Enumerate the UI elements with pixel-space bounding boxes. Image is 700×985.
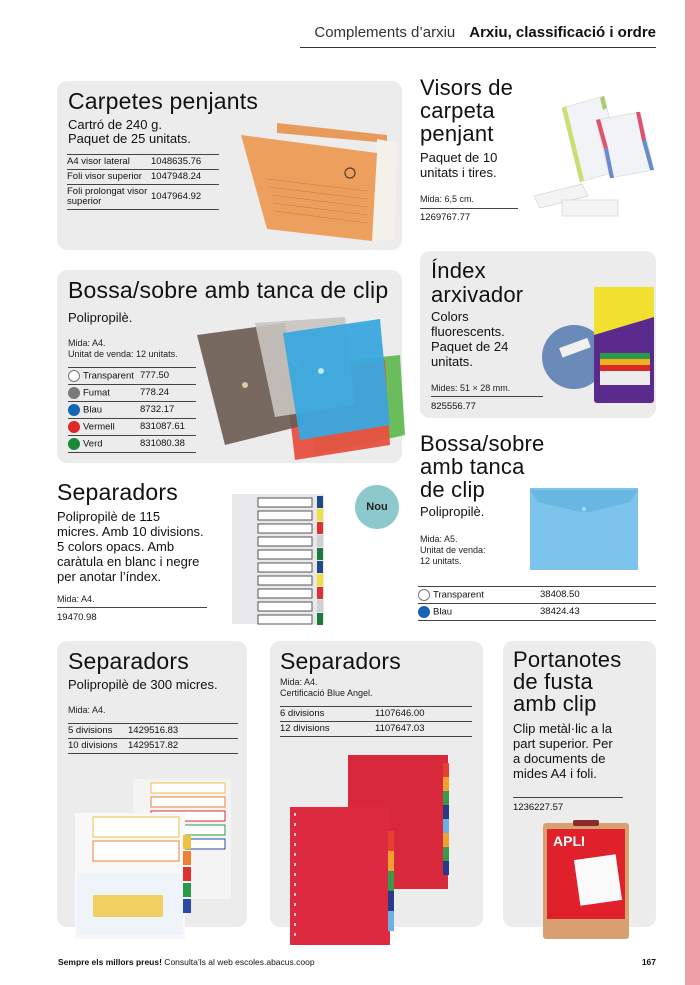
category-label: Arxiu, classificació i ordre: [469, 24, 656, 41]
product-desc: [57, 509, 204, 584]
desc-line: Colors: [431, 309, 469, 324]
table-row: [280, 707, 472, 722]
product-title: [513, 649, 621, 715]
row-label: Transparent: [83, 370, 134, 382]
product-desc: Polipropilè.: [420, 504, 485, 519]
product-card-separadors-blue-angel: [270, 641, 483, 927]
reference-table: [280, 706, 472, 737]
table-row: [68, 402, 196, 419]
reference-table: [68, 723, 238, 754]
product-card-separadors-300: [57, 641, 247, 927]
row-label-cell: [68, 436, 140, 453]
row-label: 12 divisions: [280, 722, 375, 737]
row-code: 778.24: [140, 385, 196, 402]
row-code: 1107646.00: [375, 707, 472, 722]
desc-line: per anotar l’índex.: [57, 569, 162, 584]
title-line: de clip: [420, 477, 485, 502]
unit-label: 12 unitats.: [420, 556, 462, 566]
title-line: penjant: [420, 121, 494, 146]
new-badge: Nou: [355, 485, 399, 529]
page-footer: [58, 957, 656, 967]
size-label: Mida: A4.: [68, 705, 106, 715]
row-code: 1048635.76: [151, 155, 219, 170]
size-label: Mida: A5.: [420, 534, 458, 544]
product-desc: Paquet de 25 unitats.: [68, 131, 191, 146]
desc-line: Paquet de 24: [431, 339, 509, 354]
row-code: 831080.38: [140, 436, 196, 453]
product-separadors-115: [57, 480, 357, 630]
divider: [420, 208, 518, 209]
clipboard-label: [547, 829, 625, 919]
product-card-bossa-a4: [57, 270, 402, 463]
table-row: [418, 587, 656, 604]
product-desc: [420, 150, 497, 180]
title-line: de fusta: [513, 669, 593, 694]
post-it-index-image: [538, 283, 656, 405]
product-card-portanotes: [503, 641, 656, 927]
divider: [513, 797, 623, 798]
product-code: 1269767.77: [420, 212, 471, 223]
desc-line: unitats i tires.: [420, 165, 497, 180]
size-label: Mida: 6,5 cm.: [420, 194, 475, 204]
product-code: 1236227.57: [513, 802, 564, 813]
row-code: 8732.17: [140, 402, 196, 419]
title-line: amb tanca: [420, 454, 525, 479]
folder-tabs-image: [532, 90, 672, 220]
apli-logo: APLI: [553, 833, 585, 849]
table-row: [67, 185, 219, 210]
row-code: 1047948.24: [151, 170, 219, 185]
red-cardboard-dividers-image: [288, 751, 458, 947]
desc-line: micres. Amb 10 divisions.: [57, 524, 204, 539]
page-edge-tab: [685, 0, 700, 985]
table-row: [280, 722, 472, 737]
row-label-cell: [68, 385, 140, 402]
size-label: Mides: 51 × 28 mm.: [431, 383, 511, 393]
table-row: [67, 170, 219, 185]
title-line: Portanotes: [513, 647, 622, 672]
row-code: 1429517.82: [128, 739, 238, 754]
product-title: [420, 432, 545, 501]
table-row: [68, 436, 196, 453]
row-label: 10 divisions: [68, 739, 128, 754]
product-title: [420, 76, 513, 145]
size-label: Mida: A4.: [280, 677, 318, 687]
row-label: A4 visor lateral: [67, 155, 151, 170]
product-code: 825556.77: [431, 401, 476, 412]
product-card-index-arxivador: [420, 251, 656, 418]
row-code: 38408.50: [540, 587, 656, 604]
product-card-carpetes-penjants: [57, 81, 402, 250]
footer-tagline: [58, 957, 315, 967]
row-code: 1429516.83: [128, 724, 238, 739]
divider: [57, 607, 207, 608]
section-label: Complements d’arxiu: [314, 24, 456, 41]
row-label: Vermell: [83, 421, 115, 433]
row-label-cell: [68, 368, 140, 385]
page-number: 167: [641, 957, 656, 967]
page-header: [300, 24, 656, 48]
clipboard-photo: [574, 854, 622, 905]
table-row: [67, 155, 219, 170]
certification-label: Certificació Blue Angel.: [280, 688, 373, 698]
unit-label: Unitat de venda:: [420, 545, 486, 555]
size-label: Mida: A4.: [57, 594, 95, 604]
table-row: [68, 419, 196, 436]
product-bossa-a5: [420, 432, 656, 622]
desc-line: a documents de: [513, 751, 606, 766]
table-row: [68, 385, 196, 402]
product-desc: Polipropilè de 300 micres.: [68, 677, 218, 692]
product-title: [431, 259, 523, 307]
desc-line: mides A4 i foli.: [513, 766, 597, 781]
row-label: 5 divisions: [68, 724, 128, 739]
color-swatch-verd: [68, 438, 80, 450]
color-swatch-blau: [418, 606, 430, 618]
product-desc: Cartró de 240 g.: [68, 117, 162, 132]
desc-line: unitats.: [431, 354, 473, 369]
color-swatch-transparent: [418, 589, 430, 601]
footer-text: Consulta’ls al web escoles.abacus.coop: [161, 957, 315, 967]
color-swatch-vermell: [68, 421, 80, 433]
product-desc: [513, 721, 613, 781]
table-row: [68, 368, 196, 385]
product-title: Separadors: [68, 648, 189, 674]
size-label: Mida: A4.: [68, 338, 106, 348]
clipboard-clip: [573, 820, 599, 826]
desc-line: 5 colors opacs. Amb: [57, 539, 175, 554]
product-visors-carpeta: [420, 76, 670, 236]
product-title: Separadors: [280, 648, 401, 674]
product-code: 19470.98: [57, 612, 97, 623]
title-line: amb clip: [513, 691, 597, 716]
desc-line: Polipropilè de 115: [57, 509, 161, 524]
desc-line: Clip metàl·lic a la: [513, 721, 612, 736]
row-label-cell: [418, 587, 540, 604]
color-swatch-blau: [68, 404, 80, 416]
product-title: Carpetes penjants: [68, 88, 259, 114]
table-row: [68, 739, 238, 754]
hanging-folder-image: [237, 121, 397, 246]
row-code: 1047964.92: [151, 185, 219, 210]
row-label: Blau: [83, 404, 103, 416]
row-label-cell: [418, 604, 540, 621]
row-label: Foli visor superior: [67, 170, 151, 185]
pp-dividers-image: [232, 494, 328, 626]
product-desc: Polipropilè.: [68, 310, 133, 325]
desc-line: caràtula en blanc i negre: [57, 554, 200, 569]
row-label-cell: [68, 402, 140, 419]
row-label: Foli prolongat visor superior: [67, 185, 151, 210]
blue-envelope-a5-image: [530, 488, 640, 572]
row-label: Transparent: [433, 589, 484, 601]
title-line: arxivador: [431, 282, 524, 307]
row-code: 831087.61: [140, 419, 196, 436]
divider: [431, 396, 543, 397]
envelopes-image: [195, 315, 410, 460]
row-label-cell: [68, 419, 140, 436]
translucent-dividers-image: [73, 775, 233, 941]
row-label: Verd: [83, 438, 103, 450]
title-line: Visors de: [420, 75, 514, 100]
color-swatch-fumat: [68, 387, 80, 399]
product-title: Bossa/sobre amb tanca de clip: [68, 277, 389, 303]
title-line: Bossa/sobre: [420, 431, 545, 456]
table-row: [418, 604, 656, 621]
unit-label: Unitat de venda: 12 unitats.: [68, 349, 178, 359]
desc-line: part superior. Per: [513, 736, 613, 751]
row-label: Fumat: [83, 387, 110, 399]
row-code: 777.50: [140, 368, 196, 385]
title-line: carpeta: [420, 98, 495, 123]
desc-line: fluorescents.: [431, 324, 505, 339]
row-code: 38424.43: [540, 604, 656, 621]
color-swatch-transparent: [68, 370, 80, 382]
table-row: [68, 724, 238, 739]
color-reference-table: [68, 367, 196, 453]
product-title: Separadors: [57, 479, 178, 505]
reference-table: [67, 154, 219, 210]
row-label: 6 divisions: [280, 707, 375, 722]
row-label: Blau: [433, 606, 453, 618]
title-line: Índex: [431, 258, 486, 283]
clipboard-image: [543, 823, 629, 939]
product-desc: [431, 309, 508, 369]
color-reference-table: [418, 586, 656, 621]
footer-bold: Sempre els millors preus!: [58, 957, 162, 967]
desc-line: Paquet de 10: [420, 150, 498, 165]
row-code: 1107647.03: [375, 722, 472, 737]
